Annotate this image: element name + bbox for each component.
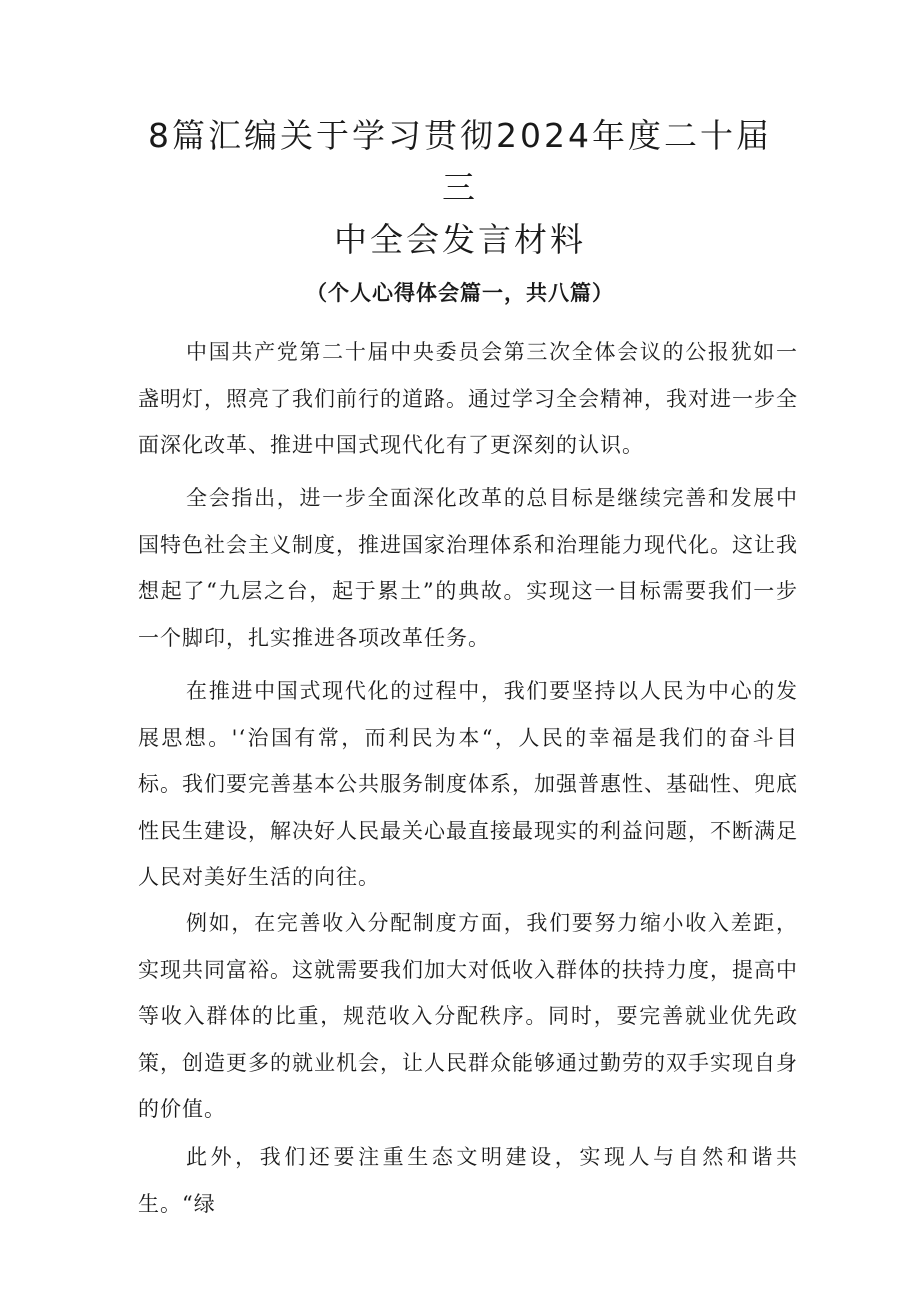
paragraph-2: 全会指出，进一步全面深化改革的总目标是继续完善和发展中国特色社会主义制度，推进国家治理体系和治理能力现代化。这让我想起了“九层之台，起于累土”的典故。实现这一目标需要我们一步一个脚印，扎实推进各项改革任务。 — [138, 486, 798, 650]
paragraph-3: 在推进中国式现代化的过程中，我们要坚持以人民为中心的发展思想。'‘治国有常，而利民为本“，人民的幸福是我们的奋斗目标。我们要完善基本公共服务制度体系，加强普惠性、基础性、兜底性民生建设，解决好人民最关心最直接最现实的利益问题，不断满足人民对美好生活的向往。 — [138, 679, 798, 889]
document-title-line-1: 8篇汇编关于学习贯彻2024年度二十届三 — [148, 116, 772, 207]
paragraph-1: 中国共产党第二十届中央委员会第三次全体会议的公报犹如一盏明灯，照亮了我们前行的道路。通过学习全会精神，我对进一步全面深化改革、推进中国式现代化有了更深刻的认识。 — [138, 340, 798, 457]
document-subtitle: （个人心得体会篇一，共八篇） — [306, 281, 614, 305]
document-title-line-2: 中全会发言材料 — [334, 220, 586, 259]
paragraph-5: 此外，我们还要注重生态文明建设，实现人与自然和谐共生。“绿 — [138, 1145, 798, 1216]
paragraph-4: 例如，在完善收入分配制度方面，我们要努力缩小收入差距，实现共同富裕。这就需要我们加大对低收入群体的扶持力度，提高中等收入群体的比重，规范收入分配秩序。同时，要完善就业优先政策，创造更多的就业机会，让人民群众能够通过勤劳的双手实现自身的价值。 — [138, 911, 798, 1121]
document-title — [140, 110, 780, 266]
